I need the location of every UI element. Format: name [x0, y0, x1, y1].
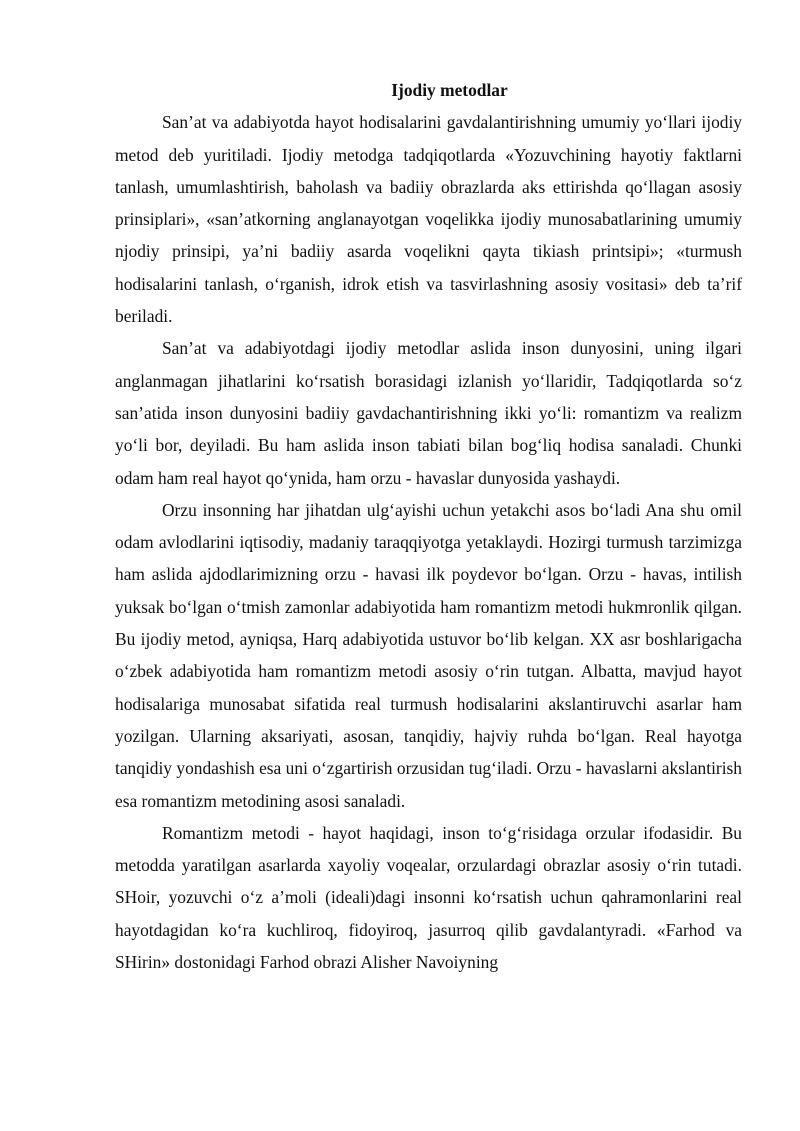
document-page — [115, 74, 742, 978]
document-title: Ijodiy metodlar — [391, 80, 508, 100]
paragraph: San’at va adabiyotdagi ijodiy metodlar aslida inson dunyosini, uning ilgari anglanmagan jihatlarini ko‘rsatish borasidagi izlanish yo‘llaridir, Tadqiqotlarda so‘z san’atida inson dunyosini badiiy gavdachantirishning ikki yo‘li: romantizm va realizm yo‘li bor, deyiladi. Bu ham aslida inson tabiati bilan bog‘liq hodisa sanaladi. Chunki odam ham real hayot qo‘ynida, ham orzu - havaslar dunyosida yashaydi. — [115, 338, 742, 488]
paragraph: Orzu insonning har jihatdan ulg‘ayishi uchun yetakchi asos bo‘ladi Ana shu omil odam avlodlarini iqtisodiy, madaniy taraqqiyotga yetaklaydi. Hozirgi turmush tarzimizga ham aslida ajdodlarimizning orzu - havasi ilk poydevor bo‘lgan. Orzu - havas, intilish yuksak bo‘lgan o‘tmish zamonlar adabiyotida ham romantizm metodi hukmronlik qilgan. Bu ijodiy metod, ayniqsa, Harq adabiyotida ustuvor bo‘lib kelgan. XX asr boshlarigacha o‘zbek adabiyotida ham romantizm metodi asosiy o‘rin tutgan. Albatta, mavjud hayot hodisalariga munosabat sifatida real turmush hodisalarini akslantiruvchi asarlar ham yozilgan. Ularning aksariyati, asosan, tanqidiy, hajviy ruhda bo‘lgan. Real hayotga tanqidiy yondashish esa uni o‘zgartirish orzusidan tug‘iladi. Orzu - havaslarni akslantirish esa romantizm metodining asosi sanaladi. — [115, 499, 742, 811]
paragraph: San’at va adabiyotda hayot hodisalarini gavdalantirishning umumiy yo‘llari ijodiy metod deb yuritiladi. Ijodiy metodga tadqiqotlarda «Yozuvchining hayotiy faktlarni tanlash, umumlashtirish, baholash va badiiy obrazlarda aks ettirishda qo‘llagan asosiy prinsiplari», «san’atkorning anglanayotgan voqelikka ijodiy munosabatlarining umumiy njodiy prinsipi, ya’ni badiiy asarda voqelikni qayta tikiash printsipi»; «turmush hodisalarini tanlash, o‘rganish, idrok etish va tasvirlashning asosiy vositasi» deb ta’rif beriladi. — [115, 112, 742, 327]
paragraph: Romantizm metodi - hayot haqidagi, inson to‘g‘risidaga orzular ifodasidir. Bu metodda yaratilgan asarlarda xayoliy voqealar, orzulardagi obrazlar asosiy o‘rin tutadi. SHoir, yozuvchi o‘z a’moli (ideali)dagi insonni ko‘rsatish uchun qahramonlarini real hayotdagidan ko‘ra kuchliroq, fidoyiroq, jasurroq qilib gavdalantyradi. «Farhod va SHirin» dostonidagi Farhod obrazi Alisher Navoiyning — [115, 822, 742, 973]
